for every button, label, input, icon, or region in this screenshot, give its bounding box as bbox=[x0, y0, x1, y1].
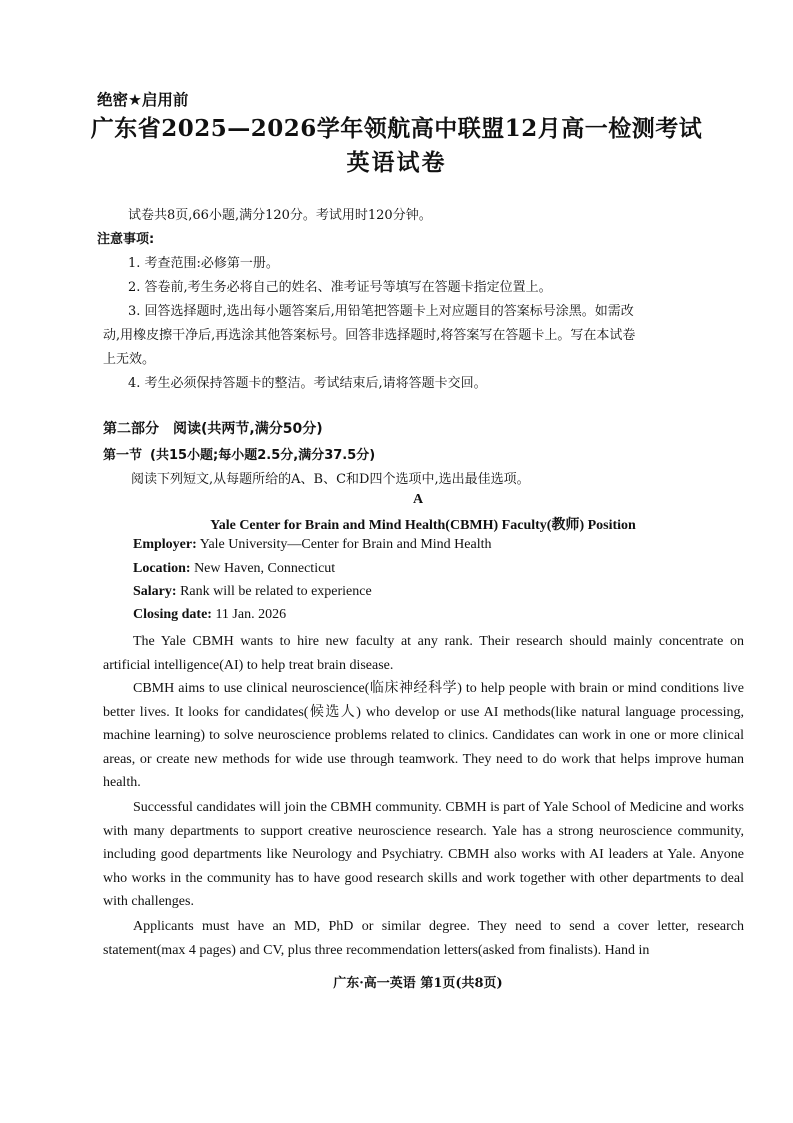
note-item-3-line-3: 上无效。 bbox=[103, 352, 156, 367]
employer-label: Employer: bbox=[133, 537, 197, 552]
employer-value: Yale University—Center for Brain and Mind Health bbox=[196, 537, 492, 552]
exam-subject-title: 英语试卷 bbox=[346, 149, 447, 176]
closing-date-value: 11 Jan. 2026 bbox=[211, 607, 287, 622]
section-desc: (共15小题;每小题2.5分,满分37.5分) bbox=[150, 448, 376, 463]
location-field bbox=[133, 561, 335, 577]
salary-label: Salary: bbox=[133, 584, 177, 599]
confidential-label: 绝密★启用前 bbox=[97, 91, 189, 109]
closing-date-label: Closing date: bbox=[133, 607, 212, 622]
employer-field bbox=[133, 537, 492, 553]
passage-title: Yale Center for Brain and Mind Health(CBMH) Faculty(教师) Position bbox=[210, 518, 636, 533]
part-heading bbox=[103, 418, 323, 438]
note-item-3-line-1: 3. 回答选择题时,选出每小题答案后,用铅笔把答题卡上对应题目的答案标号涂黑。如需改 bbox=[128, 304, 634, 319]
salary-field bbox=[133, 584, 372, 600]
part-name: 阅读(共两节,满分50分) bbox=[173, 421, 323, 437]
page-footer: 广东·高一英语 第1页(共8页) bbox=[333, 976, 503, 991]
note-item-2: 2. 答卷前,考生务必将自己的姓名、准考证号等填写在答题卡指定位置上。 bbox=[128, 280, 552, 295]
exam-title: 广东省2025—2026学年领航高中联盟12月高一检测考试 bbox=[90, 115, 703, 142]
passage-letter: A bbox=[412, 492, 424, 507]
notes-heading: 注意事项: bbox=[97, 232, 155, 247]
note-item-3-line-2: 动,用橡皮擦干净后,再选涂其他答案标号。回答非选择题时,将答案写在答题卡上。写在本试卷 bbox=[103, 328, 636, 343]
location-value: New Haven, Connecticut bbox=[190, 561, 336, 576]
passage-paragraph-2: CBMH aims to use clinical neuroscience(临床神经科学) to help people with brain or mind conditions live better lives. It looks for candidates(候选人) who develop or use AI methods(like natural language processing, machine learning) to solve neuroscience problems related to clinics. Candidates can work in one or more clinical areas, or create new methods for wide use through teamwork. They need to do work that helps improve human health. bbox=[103, 681, 744, 790]
exam-intro: 试卷共8页,66小题,满分120分。考试用时120分钟。 bbox=[128, 208, 432, 223]
passage-paragraph-4: Applicants must have an MD, PhD or similar degree. They need to send a cover letter, research statement(max 4 pages) and CV, plus three recommendation letters(asked from finalists). Hand in bbox=[103, 919, 744, 958]
note-item-3 bbox=[103, 300, 744, 372]
closing-date-field bbox=[133, 607, 286, 623]
section-label: 第一节 bbox=[103, 448, 143, 463]
section-instruction: 阅读下列短文,从每题所给的A、B、C和D四个选项中,选出最佳选项。 bbox=[131, 472, 530, 487]
location-label: Location: bbox=[133, 561, 191, 576]
passage-paragraph-3: Successful candidates will join the CBMH community. CBMH is part of Yale School of Medicine and works with many departments to support creative neuroscience research. Yale has a strong neuroscience community, including good departments like Neurology and Psychiatry. CBMH also works with AI leaders at Yale. Anyone who works in the community has to have good research skills and work together with other departments to deal with challenges. bbox=[103, 800, 744, 909]
note-item-4: 4. 考生必须保持答题卡的整洁。考试结束后,请将答题卡交回。 bbox=[128, 376, 487, 391]
part-label: 第二部分 bbox=[103, 421, 159, 437]
salary-value: Rank will be related to experience bbox=[176, 584, 372, 599]
note-item-1: 1. 考查范围:必修第一册。 bbox=[128, 256, 279, 271]
section-heading bbox=[103, 444, 375, 463]
passage-paragraph-1: The Yale CBMH wants to hire new faculty at any rank. Their research should mainly concentrate on artificial intelligence(AI) to help treat brain disease. bbox=[103, 634, 744, 673]
